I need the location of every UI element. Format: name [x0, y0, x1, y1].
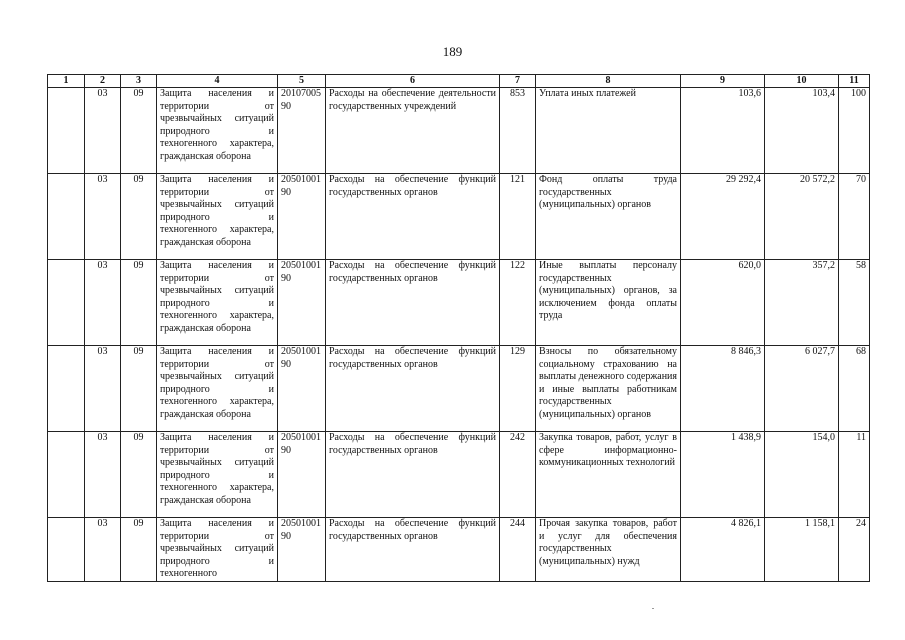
cell-section: 03 [85, 260, 121, 346]
cell-actual: 20 572,2 [765, 174, 839, 260]
cell-expense-name: Уплата иных платежей [536, 88, 681, 174]
cell-target-name: Расходы на обеспечение деятельности государственных учреждений [326, 88, 500, 174]
cell-section: 03 [85, 518, 121, 582]
cell-plan: 103,6 [681, 88, 765, 174]
cell-plan: 1 438,9 [681, 432, 765, 518]
cell-section: 03 [85, 432, 121, 518]
table-header-row [48, 75, 870, 88]
cell-col1 [48, 260, 85, 346]
table-row [48, 174, 870, 260]
cell-actual: 6 027,7 [765, 346, 839, 432]
cell-col1 [48, 346, 85, 432]
cell-actual: 154,0 [765, 432, 839, 518]
cell-section: 03 [85, 174, 121, 260]
column-header: 8 [536, 75, 681, 88]
cell-percent: 24 [839, 518, 870, 582]
budget-table [47, 74, 870, 582]
cell-plan: 8 846,3 [681, 346, 765, 432]
cell-plan: 29 292,4 [681, 174, 765, 260]
cell-subsection: 09 [121, 88, 157, 174]
cell-percent: 11 [839, 432, 870, 518]
cell-section-name: Защита населения и территории от чрезвычайных ситуаций природного и техногенного характера, гражданская оборона [157, 346, 278, 432]
cell-expense-type: 244 [500, 518, 536, 582]
cell-percent: 100 [839, 88, 870, 174]
cell-subsection: 09 [121, 518, 157, 582]
column-header: 6 [326, 75, 500, 88]
cell-target-name: Расходы на обеспечение функций государственных органов [326, 260, 500, 346]
cell-actual: 1 158,1 [765, 518, 839, 582]
cell-target-code: 2050100190 [278, 260, 326, 346]
cell-actual: 103,4 [765, 88, 839, 174]
table-row [48, 518, 870, 582]
cell-target-name: Расходы на обеспечение функций государственных органов [326, 174, 500, 260]
cell-target-code: 2050100190 [278, 432, 326, 518]
cell-subsection: 09 [121, 432, 157, 518]
cell-expense-name: Закупка товаров, работ, услуг в сфере информационно-коммуникационных технологий [536, 432, 681, 518]
cell-target-name: Расходы на обеспечение функций государственных органов [326, 346, 500, 432]
cell-target-code: 2010700590 [278, 88, 326, 174]
cell-target-name: Расходы на обеспечение функций государственных органов [326, 432, 500, 518]
cell-section: 03 [85, 88, 121, 174]
cell-section-name: Защита населения и территории от чрезвычайных ситуаций природного и техногенного характера, гражданская оборона [157, 174, 278, 260]
cell-target-code: 2050100190 [278, 174, 326, 260]
cell-target-name: Расходы на обеспечение функций государственных органов [326, 518, 500, 582]
column-header: 1 [48, 75, 85, 88]
column-header: 11 [839, 75, 870, 88]
column-header: 10 [765, 75, 839, 88]
cell-col1 [48, 174, 85, 260]
cell-percent: 68 [839, 346, 870, 432]
cell-col1 [48, 88, 85, 174]
cell-expense-name: Фонд оплаты труда государственных (муниципальных) органов [536, 174, 681, 260]
cell-percent: 70 [839, 174, 870, 260]
cell-expense-name: Иные выплаты персоналу государственных (муниципальных) органов, за исключением фонда оплаты труда [536, 260, 681, 346]
cell-expense-type: 853 [500, 88, 536, 174]
cell-expense-type: 121 [500, 174, 536, 260]
table-row [48, 432, 870, 518]
cell-section: 03 [85, 346, 121, 432]
page-number: 189 [442, 44, 463, 59]
table-row [48, 260, 870, 346]
cell-subsection: 09 [121, 174, 157, 260]
cell-actual: 357,2 [765, 260, 839, 346]
cell-percent: 58 [839, 260, 870, 346]
cell-section-name: Защита населения и территории от чрезвычайных ситуаций природного и техногенного [157, 518, 278, 582]
cell-col1 [48, 518, 85, 582]
cell-section-name: Защита населения и территории от чрезвычайных ситуаций природного и техногенного характера, гражданская оборона [157, 432, 278, 518]
cell-subsection: 09 [121, 260, 157, 346]
table-row [48, 346, 870, 432]
table-row [48, 88, 870, 174]
cell-target-code: 2050100190 [278, 518, 326, 582]
cell-expense-type: 242 [500, 432, 536, 518]
cell-expense-type: 129 [500, 346, 536, 432]
cell-target-code: 2050100190 [278, 346, 326, 432]
cell-section-name: Защита населения и территории от чрезвычайных ситуаций природного и техногенного характера, гражданская оборона [157, 88, 278, 174]
column-header: 3 [121, 75, 157, 88]
column-header: 9 [681, 75, 765, 88]
column-header: 2 [85, 75, 121, 88]
cell-col1 [48, 432, 85, 518]
cell-plan: 4 826,1 [681, 518, 765, 582]
cell-section-name: Защита населения и территории от чрезвычайных ситуаций природного и техногенного характера, гражданская оборона [157, 260, 278, 346]
column-header: 5 [278, 75, 326, 88]
cell-plan: 620,0 [681, 260, 765, 346]
cell-expense-name: Прочая закупка товаров, работ и услуг для обеспечения государственных (муниципальных) нужд [536, 518, 681, 582]
column-header: 7 [500, 75, 536, 88]
column-header: 4 [157, 75, 278, 88]
cell-expense-name: Взносы по обязательному социальному страхованию на выплаты денежного содержания и иные выплаты работникам государственных (муниципальных) органов [536, 346, 681, 432]
scan-speck [652, 608, 654, 609]
cell-subsection: 09 [121, 346, 157, 432]
cell-expense-type: 122 [500, 260, 536, 346]
